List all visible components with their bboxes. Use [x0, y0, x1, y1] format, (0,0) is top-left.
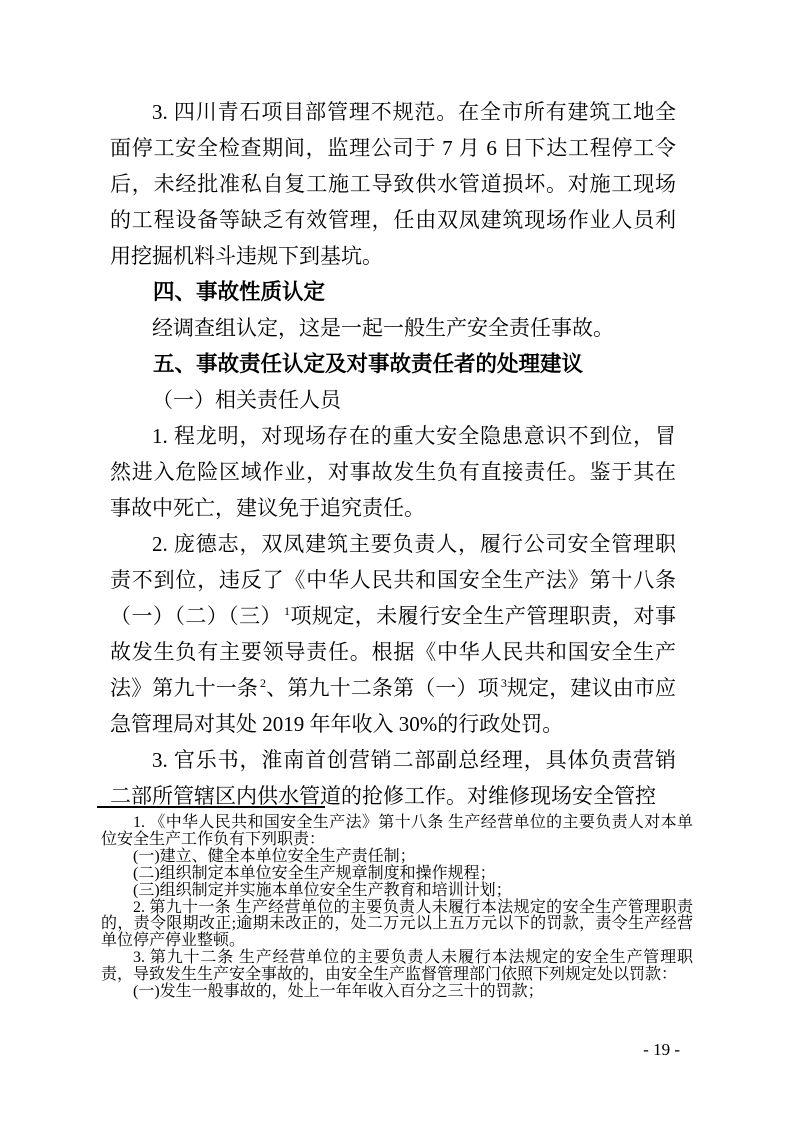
paragraph-site-management: 3. 四川青石项目部管理不规范。在全市所有建筑工地全面停工安全检查期间，监理公司于 7 月 6 日下达工程停工令后，未经批准私自复工施工导致供水管道损坏。对施工现场的工程设备等缺乏有效管理，任由双凤建筑现场作业人员利用挖掘机料斗违规下到基坑。 [110, 100, 676, 268]
person-2-text-segment: 2. 庞德志，双凤建筑主要负责人，履行公司安全管理职责不到位，违反了《中华人民共和国安全生产法》第十八条（一）（二）（三） [110, 532, 676, 628]
paragraph-person-1-cheng-longming: 1. 程龙明，对现场存在的重大安全隐患意识不到位，冒然进入危险区域作业，对事故发生负有直接责任。鉴于其在事故中死亡，建议免于追究责任。 [110, 424, 676, 520]
footnotes-section [101, 815, 693, 1001]
person-2-text-segment: 规定，建议由市应急管理局对其处 2019 年年收入 30%的行政处罚。 [110, 676, 677, 736]
footnote-3: 3. 第九十二条 生产经营单位的主要负责人未履行本法规定的安全生产管理职责，导致发生生产安全事故的，由安全生产监督管理部门依照下列规定处以罚款： [101, 949, 693, 984]
footnote-2: 2. 第九十一条 生产经营单位的主要负责人未履行本法规定的安全生产管理职责的，责令限期改正;逾期未改正的，处二万元以上五万元以下的罚款，责令生产经营单位停产停业整顿。 [101, 898, 693, 950]
person-2-text-segment: 、第九十二条第（一）项 [266, 676, 499, 700]
footnote-reference-1: 1 [284, 604, 290, 618]
footnote-reference-2: 2 [260, 676, 267, 690]
heading-section-5-responsibility: 五、事故责任认定及对事故责任者的处理建议 [153, 352, 584, 376]
page-number: - 19 - [643, 1040, 680, 1059]
paragraph-person-2-pang-dezhi [110, 526, 676, 742]
subheading-related-persons: （一）相关责任人员 [152, 388, 341, 412]
footnote-3-item: (一)发生一般事故的，处上一年年收入百分之三十的罚款； [133, 983, 544, 1001]
paragraph-accident-nature-finding: 经调查组认定，这是一起一般生产安全责任事故。 [152, 316, 614, 340]
person-2-text-segment: 项规定，未履行安全生产管理职责，对事故发生负有主要领导责任。根据《中华人民共和国安全生产法》第九十一条 [110, 604, 676, 700]
footnote-1-item: (二)组织制定本单位安全生产规章制度和操作规程； [133, 864, 496, 882]
footnote-1-item: (三)组织制定并实施本单位安全生产教育和培训计划； [133, 881, 512, 899]
footnote-reference-3: 3 [500, 676, 507, 690]
footnote-separator-line [97, 806, 325, 808]
paragraph-person-3-guan-leshu: 3. 官乐书，淮南首创营销二部副总经理，具体负责营销二部所管辖区内供水管道的抢修工作。对维修现场安全管控 [110, 748, 676, 808]
heading-section-4-accident-nature: 四、事故性质认定 [153, 280, 326, 304]
footnote-1: 1. 《中华人民共和国安全生产法》第十八条 生产经营单位的主要负责人对本单位安全生产工作负有下列职责： [101, 814, 693, 848]
footnote-1-item: (一)建立、健全本单位安全生产责任制； [133, 847, 416, 865]
document-body [110, 94, 676, 814]
